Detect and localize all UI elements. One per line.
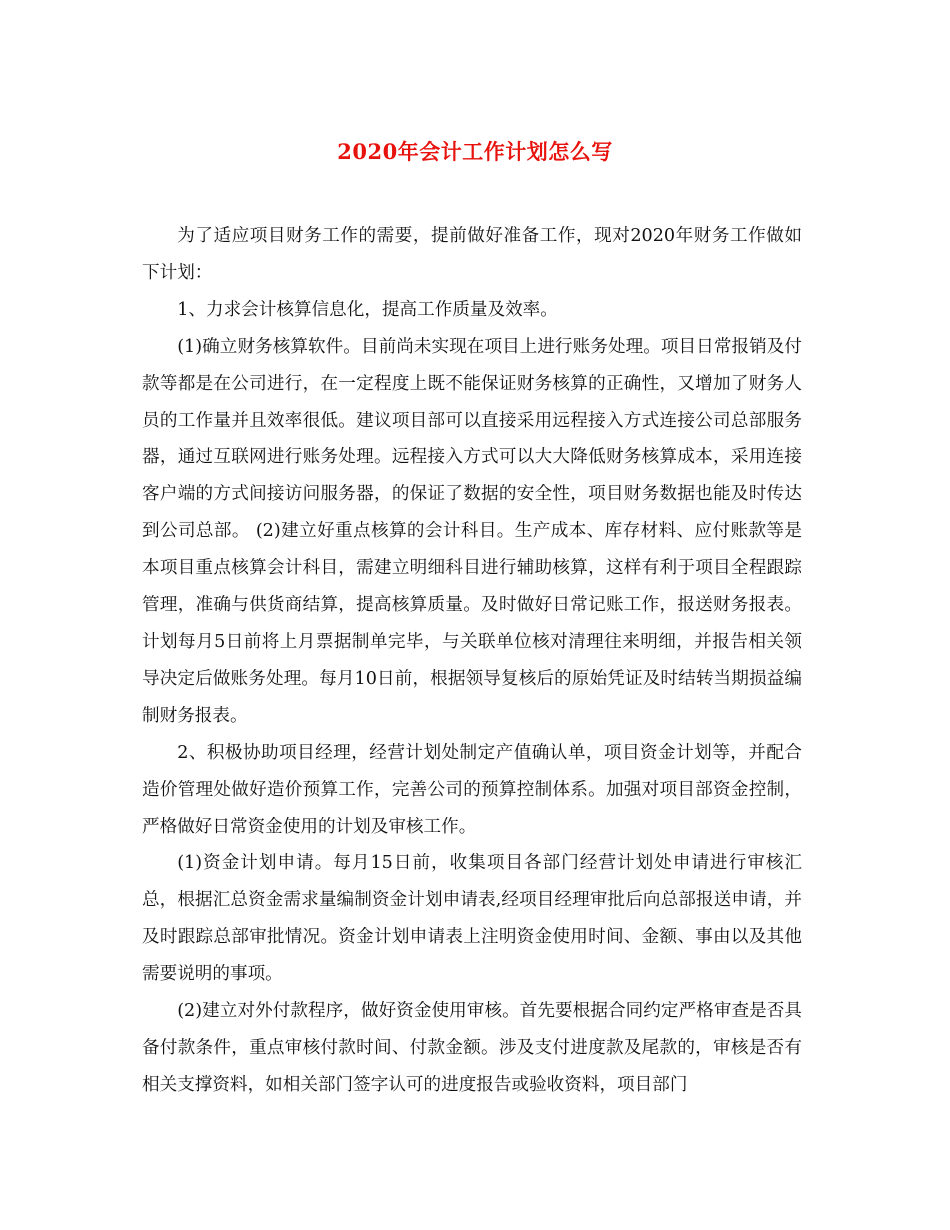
paragraph-item-2-1: (1)资金计划申请。每月15日前，收集项目各部门经营计划处申请进行审核汇总，根据汇总资金需求量编制资金计划申请表,经项目经理审批后向总部报送申请，并及时跟踪总部审批情况。资金计划申请表上注明资金使用时间、金额、事由以及其他需要说明的事项。 [142,853,802,985]
document-title: 2020年会计工作计划怎么写 [337,139,613,164]
paragraph-item-2-2: (2)建立对外付款程序，做好资金使用审核。首先要根据合同约定严格审查是否具备付款条件，重点审核付款时间、付款金额。涉及支付进度款及尾款的，审核是否有相关支撑资料，如相关部门签字认可的进度报告或验收资料，项目部门 [142,1001,802,1095]
paragraph-item-1-heading: 1、力求会计核算信息化，提高工作质量及效率。 [177,299,558,320]
paragraph-intro: 为了适应项目财务工作的需要，提前做好准备工作，现对2020年财务工作做如下计划： [142,226,802,283]
paragraph-item-2-heading: 2、积极协助项目经理，经营计划处制定产值确认单，项目资金计划等，并配合造价管理处做好造价预算工作，完善公司的预算控制体系。加强对项目部资金控制，严格做好日常资金使用的计划及审核工作。 [142,742,802,837]
document-body [142,218,802,1104]
paragraph-item-1-details: (1)确立财务核算软件。目前尚未实现在项目上进行账务处理。项目日常报销及付款等都是在公司进行，在一定程度上既不能保证财务核算的正确性，又增加了财务人员的工作量并且效率很低。建议项目部可以直接采用远程接入方式连接公司总部服务器，通过互联网进行账务处理。远程接入方式可以大大降低财务核算成本，采用连接客户端的方式间接访问服务器，的保证了数据的安全性，项目财务数据也能及时传达到公司总部。 (2)建立好重点核算的会计科目。生产成本、库存材料、应付账款等是本项目重点核算会计科目，需建立明细科目进行辅助核算，这样有利于项目全程跟踪管理，准确与供货商结算，提高核算质量。及时做好日常记账工作，报送财务报表。计划每月5日前将上月票据制单完毕，与关联单位核对清理往来明细，并报告相关领导决定后做账务处理。每月10日前，根据领导复核后的原始凭证及时结转当期损益编制财务报表。 [142,336,802,726]
